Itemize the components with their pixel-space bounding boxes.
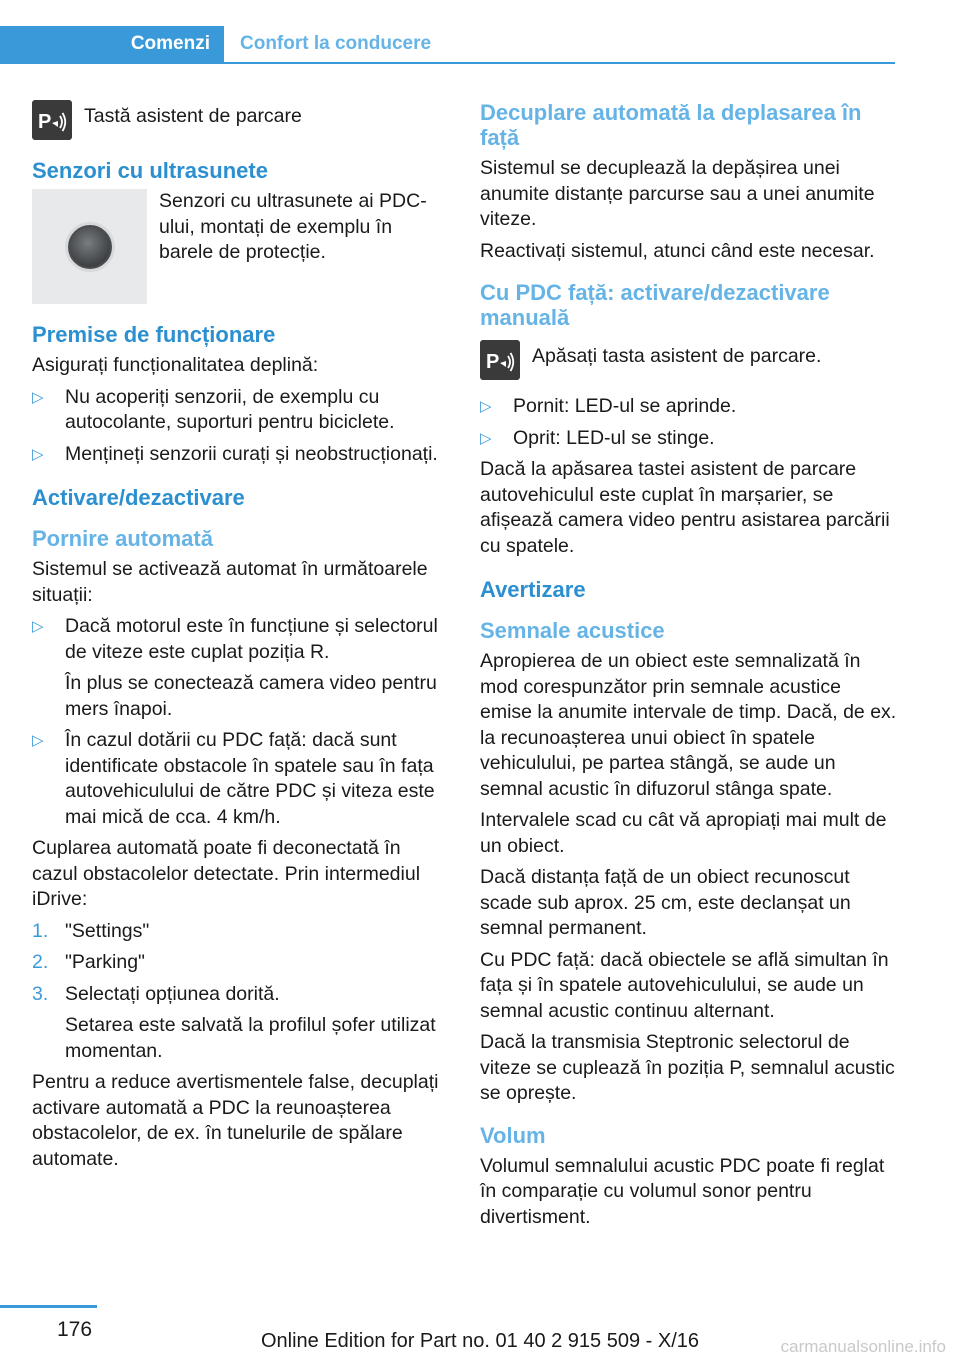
coupling-text: Cuplarea automată poate fi deconectată în cazul obstacolelor detectate. Prin intermediul iDrive:	[32, 837, 421, 910]
watermark: carmanualsonline.info	[780, 1337, 946, 1356]
sensor-dot-icon	[68, 225, 112, 269]
page-number: 176	[57, 1318, 93, 1341]
edition-footer: Online Edition for Part no. 01 40 2 915 509 - X/16	[260, 1330, 700, 1352]
sensors-description: Senzori cu ultrasunete ai PDC-ului, montați de exemplu în barele de protecție.	[159, 190, 427, 263]
heading-activate: Activare/dezactivare	[32, 485, 245, 510]
parking-button-caption: Tastă asistent de parcare	[84, 105, 302, 127]
list-item	[32, 442, 450, 468]
list-item-text: În cazul dotării cu PDC față: dacă sunt identificate obstacole în spatele sau în fața autovehiculului de către PDC și viteza este mai mică de cca. 4 km/h.	[65, 729, 435, 828]
parking-assist-button-icon	[480, 340, 520, 380]
manual-button-caption: Apăsați tasta asistent de parcare.	[532, 345, 822, 367]
auto-list	[32, 614, 450, 830]
triangle-right-icon: ▷	[480, 398, 492, 415]
reverse-text: Dacă la apăsarea tastei asistent de parcare autovehiculul este cuplat în marșarier, se afișează camera video pentru asistarea parcării cu spatele.	[480, 458, 890, 557]
svg-text:P: P	[486, 351, 500, 373]
list-item	[480, 394, 898, 420]
heading-acoustic: Semnale acustice	[480, 618, 665, 643]
auto-text: Sistemul se activează automat în următoarele situații:	[32, 558, 428, 606]
list-item	[32, 614, 450, 722]
list-item-text: Nu acoperiți senzorii, de exemplu cu autocolante, suporturi pentru biciclete.	[65, 385, 395, 433]
list-item-subtext: În plus se conectează camera video pentru mers înapoi.	[65, 672, 437, 720]
heading-warning: Avertizare	[480, 577, 586, 602]
list-item	[32, 950, 450, 976]
heading-sensors: Senzori cu ultrasunete	[32, 158, 268, 183]
heading-manual: Cu PDC față: activare/dezactivare manuală	[480, 280, 830, 330]
acoustic-text-3: Dacă distanța față de un obiect recunoscut scade sub aprox. 25 cm, este declanșat un semnal permanent.	[480, 866, 851, 939]
step-subtext: Setarea este salvată la profilul șofer utilizat momentan.	[65, 1014, 436, 1062]
acoustic-text-2: Intervalele scad cu cât vă apropiați mai mult de un obiect.	[480, 809, 887, 857]
triangle-right-icon: ▷	[32, 732, 44, 749]
list-item-text: Mențineți senzorii curați și neobstrucționați.	[65, 442, 438, 465]
right-column	[480, 100, 898, 1236]
list-item-text: Dacă motorul este în funcțiune și selectorul de viteze este cuplat poziția R.	[65, 615, 438, 663]
tab-confort-la-conducere[interactable]: Confort la conducere	[240, 33, 432, 54]
step-text: "Settings"	[65, 919, 150, 942]
triangle-right-icon: ▷	[480, 429, 492, 447]
step-number: 3.	[32, 982, 49, 1005]
svg-text:P: P	[38, 111, 52, 133]
parking-assist-button-icon	[32, 100, 72, 140]
triangle-right-icon: ▷	[32, 388, 44, 406]
step-number: 2.	[32, 951, 49, 973]
ultrasonic-sensor-image	[32, 189, 147, 304]
list-item	[32, 385, 450, 436]
list-item-text: Pornit: LED-ul se aprinde.	[513, 395, 737, 417]
triangle-right-icon: ▷	[32, 618, 44, 635]
heading-volume: Volum	[480, 1122, 546, 1148]
left-column	[32, 100, 450, 1178]
premise-text: Asigurați funcționalitatea deplină:	[32, 354, 319, 376]
manual-button-row	[480, 340, 898, 380]
sensor-row	[32, 189, 450, 304]
reduce-text: Pentru a reduce avertismentele false, decuplați activare automată a PDC la reunoașterea obstacolelor, de ex. în tunelurile de spălare automate.	[32, 1071, 439, 1170]
header-tab-bar	[0, 26, 895, 64]
page-number-bar	[0, 1305, 97, 1308]
list-item	[480, 426, 898, 452]
step-number: 1.	[32, 919, 49, 942]
parking-button-row	[32, 100, 450, 140]
acoustic-text-4: Cu PDC față: dacă obiectele se află simultan în fața și în spatele autovehiculului, se aude un semnal acustic continuu alternant.	[480, 948, 889, 1022]
tab-comenzi[interactable]: Comenzi	[0, 26, 224, 62]
premise-list	[32, 385, 450, 468]
acoustic-text-1: Apropierea de un obiect este semnalizată în mod corespunzător prin semnale acustice emise la anumite intervale de timp. Dacă, de ex. la recunoașterea unui obiect în spatele vehiculului, pe partea stângă, se aude un semnal acustic în difuzorul stânga spate.	[480, 650, 897, 800]
volume-text: Volumul semnalului acustic PDC poate fi reglat în comparație cu volumul sonor pentru divertisment.	[480, 1154, 885, 1228]
heading-premise: Premise de funcționare	[32, 322, 276, 347]
manual-list	[480, 394, 898, 451]
decouple-text: Sistemul se decuplează la depășirea unei anumite distanțe parcurse sau a unei anumite viteze.	[480, 157, 875, 230]
heading-auto-start: Pornire automată	[32, 526, 213, 551]
step-text: Selectați opțiunea dorită.	[65, 982, 280, 1005]
list-item-text: Oprit: LED-ul se stinge.	[513, 426, 715, 449]
steps-list	[32, 919, 450, 1065]
acoustic-text-5: Dacă la transmisia Steptronic selectorul de viteze se cuplează în poziția P, semnalul acustic se oprește.	[480, 1031, 895, 1104]
triangle-right-icon: ▷	[32, 445, 44, 463]
step-text: "Parking"	[65, 951, 145, 973]
list-item	[32, 728, 450, 830]
reactivate-text: Reactivați sistemul, atunci când este necesar.	[480, 239, 875, 262]
heading-decouple: Decuplare automată la deplasarea în față	[480, 100, 862, 150]
list-item	[32, 982, 450, 1065]
list-item	[32, 919, 450, 945]
